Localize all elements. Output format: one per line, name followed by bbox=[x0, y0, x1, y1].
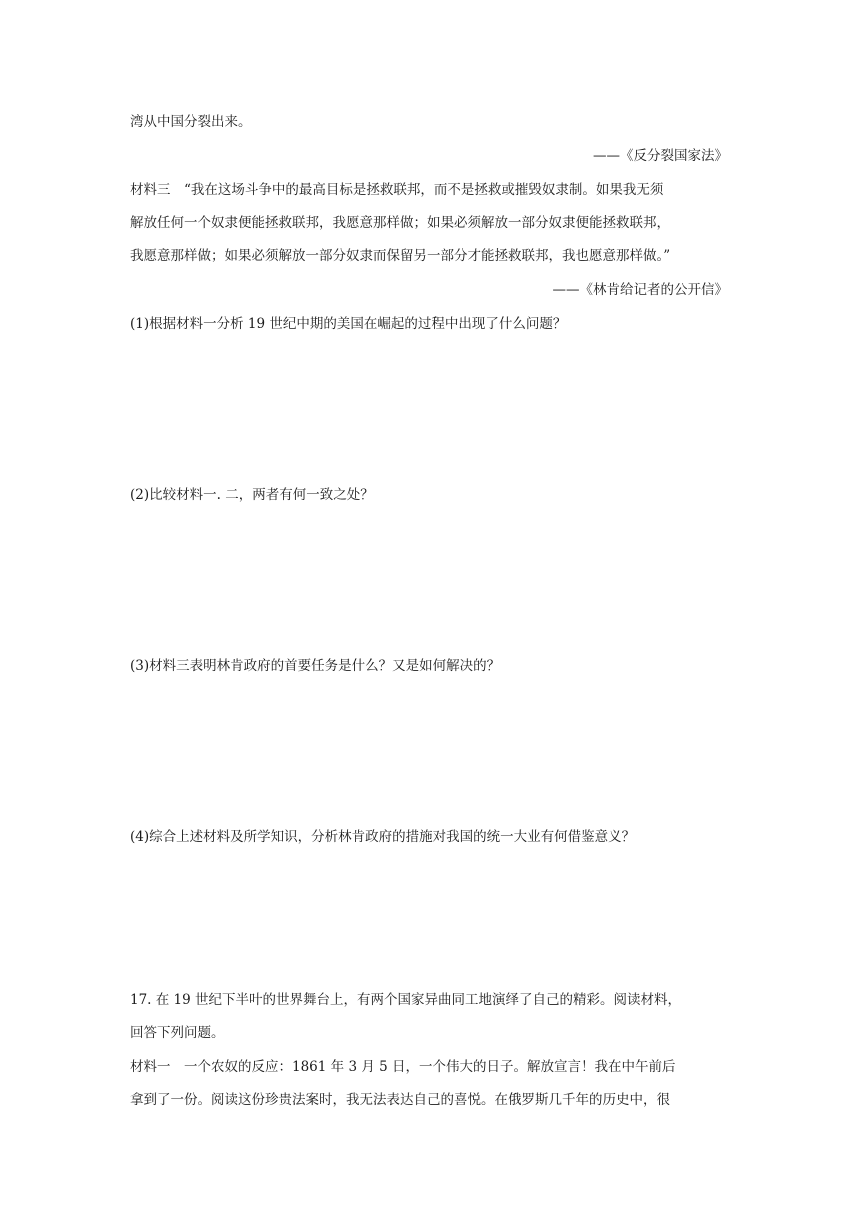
q17-material1-line1: 材料一 一个农奴的反应：1861 年 3 月 5 日，一个伟大的日子。解放宣言！我在中午前后 bbox=[130, 1059, 676, 1075]
question-2: (2)比较材料一. 二，两者有何一致之处？ bbox=[130, 487, 374, 503]
question-4: (4)综合上述材料及所学知识，分析林肯政府的措施对我国的统一大业有何借鉴意义？ bbox=[130, 829, 636, 845]
q17-material1-line2: 拿到了一份。阅读这份珍贵法案时，我无法表达自己的喜悦。在俄罗斯几千年的历史中，很 bbox=[130, 1092, 670, 1108]
material3-line3: 我愿意那样做；如果必须解放一部分奴隶而保留另一部分才能拯救联邦，我也愿意那样做。” bbox=[130, 248, 671, 264]
material3-line2: 解放任何一个奴隶便能拯救联邦，我愿意那样做；如果必须解放一部分奴隶便能拯救联邦， bbox=[130, 215, 670, 231]
continuation-text: 湾从中国分裂出来。 bbox=[130, 114, 252, 130]
question-17-line1: 17. 在 19 世纪下半叶的世界舞台上，有两个国家异曲同工地演绎了自己的精彩。阅读材料， bbox=[130, 992, 682, 1008]
question-1: (1)根据材料一分析 19 世纪中期的美国在崛起的过程中出现了什么问题？ bbox=[130, 316, 567, 332]
question-17-line2: 回答下列问题。 bbox=[130, 1025, 225, 1041]
question-3: (3)材料三表明林肯政府的首要任务是什么？又是如何解决的？ bbox=[130, 658, 501, 674]
material3-source: ——《林肯给记者的公开信》 bbox=[552, 282, 728, 298]
material2-source: ——《反分裂国家法》 bbox=[593, 148, 728, 164]
material3-line1: 材料三 “我在这场斗争中的最高目标是拯救联邦，而不是拯救或摧毁奴隶制。如果我无须 bbox=[130, 182, 664, 198]
